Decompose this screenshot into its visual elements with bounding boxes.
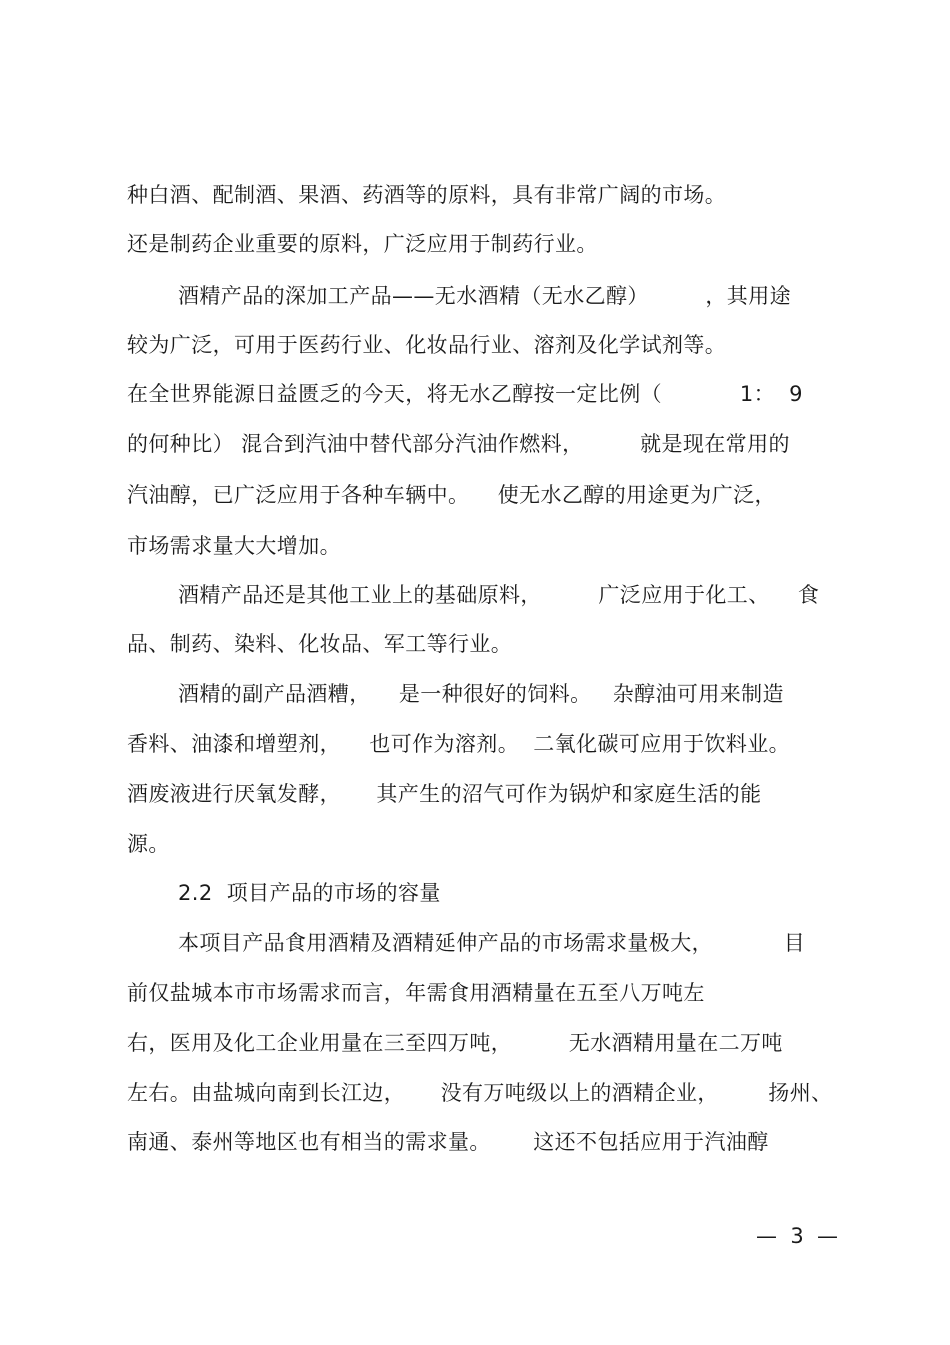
text-line: 还是制药企业重要的原料，广泛应用于制药行业。 — [127, 232, 598, 256]
text-line: 酒精产品还是其他工业上的基础原料， 广泛应用于化工、 食 — [178, 583, 820, 607]
text-line: 较为广泛，可用于医药行业、化妆品行业、溶剂及化学试剂等。 — [127, 333, 727, 357]
text-line: 品、制药、染料、化妆品、军工等行业。 — [127, 632, 513, 656]
page-number: — 3 — — [756, 1224, 839, 1248]
text-line: 酒废液进行厌氧发酵， 其产生的沼气可作为锅炉和家庭生活的能 — [127, 782, 762, 806]
text-line: 右，医用及化工企业用量在三至四万吨， 无水酒精用量在二万吨 — [127, 1031, 783, 1055]
text-line: 前仅盐城本市市场需求而言，年需食用酒精量在五至八万吨左 — [127, 981, 705, 1005]
section-heading: 2.2 项目产品的市场的容量 — [178, 881, 441, 905]
text-line: 本项目产品食用酒精及酒精延伸产品的市场需求量极大， 目 — [178, 931, 806, 955]
text-line: 种白酒、配制酒、果酒、药酒等的原料，具有非常广阔的市场。 — [127, 183, 727, 207]
text-line: 左右。由盐城向南到长江边， 没有万吨级以上的酒精企业， 扬州、 — [127, 1081, 833, 1105]
text-line: 南通、泰州等地区也有相当的需求量。 这还不包括应用于汽油醇 — [127, 1130, 769, 1154]
text-line: 汽油醇，已广泛应用于各种车辆中。 使无水乙醇的用途更为广泛， — [127, 483, 776, 507]
text-line: 香料、油漆和增塑剂， 也可作为溶剂。 二氧化碳可应用于饮料业。 — [127, 732, 791, 756]
text-line: 在全世界能源日益匮乏的今天，将无水乙醇按一定比例（ 1： 9 — [127, 382, 803, 406]
text-line: 的何种比） 混合到汽油中替代部分汽油作燃料， 就是现在常用的 — [127, 432, 790, 456]
text-line: 源。 — [127, 832, 170, 856]
text-line: 酒精产品的深加工产品——无水酒精（无水乙醇） ，其用途 — [178, 284, 791, 308]
text-line: 市场需求量大大增加。 — [127, 534, 341, 558]
text-line: 酒精的副产品酒糟， 是一种很好的饲料。 杂醇油可用来制造 — [178, 682, 784, 706]
